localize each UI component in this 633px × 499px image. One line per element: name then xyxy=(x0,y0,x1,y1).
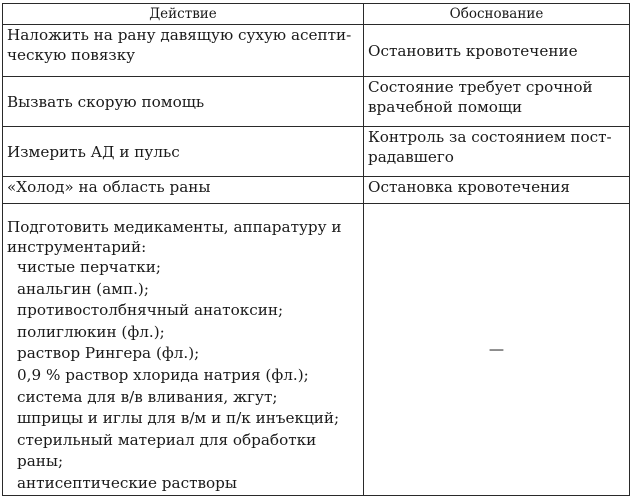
action-cell xyxy=(3,77,364,127)
reason-cell xyxy=(364,77,630,127)
action-cell xyxy=(3,127,364,177)
header-action: Действие xyxy=(3,4,364,25)
list-item: шприцы и иглы для в/м и п/к инъекций; xyxy=(17,409,340,428)
table-row xyxy=(3,204,630,496)
action-intro-text: Подготовить медикаменты, аппаратуру и инструментарий: xyxy=(7,218,342,256)
reason-text: Остановить кровотечение xyxy=(368,41,578,60)
action-cell xyxy=(3,25,364,77)
list-item: антисептические растворы xyxy=(17,473,237,492)
action-cell xyxy=(3,204,364,496)
action-text: «Холод» на область раны xyxy=(7,178,211,196)
supplies-list xyxy=(7,257,359,495)
action-text: Вызвать скорую помощь xyxy=(7,92,205,111)
list-item: полиглюкин (фл.); xyxy=(17,322,165,341)
reason-dash: — xyxy=(488,340,505,359)
reason-text: Остановка кровотечения xyxy=(368,178,570,196)
nursing-actions-table xyxy=(2,3,630,496)
reason-cell xyxy=(364,25,630,77)
header-reason: Обоснование xyxy=(364,4,630,25)
table-header-row xyxy=(3,4,630,25)
list-item: раствор Рингера (фл.); xyxy=(17,344,200,363)
list-item: противостолбнячный анатоксин; xyxy=(17,301,284,320)
table-row xyxy=(3,25,630,77)
list-item: чистые перчатки; xyxy=(17,258,162,276)
reason-text: Контроль за состоянием пост- радавшего xyxy=(368,128,612,166)
table-row xyxy=(3,127,630,177)
list-item: 0,9 % раствор хлорида натрия (фл.); xyxy=(17,365,309,384)
reason-text: Состояние требует срочной врачебной помощи xyxy=(368,78,593,116)
table-row xyxy=(3,177,630,204)
table-row xyxy=(3,77,630,127)
action-cell xyxy=(3,177,364,204)
reason-cell xyxy=(364,177,630,204)
list-item: анальгин (амп.); xyxy=(17,279,149,298)
reason-cell xyxy=(364,127,630,177)
list-item: система для в/в вливания, жгут; xyxy=(17,387,278,406)
action-text: Наложить на рану давящую сухую асепти- ческую повязку xyxy=(7,26,352,64)
list-item: стерильный материал для обработки раны; xyxy=(17,430,317,471)
action-text: Измерить АД и пульс xyxy=(7,142,180,161)
reason-cell xyxy=(364,204,630,496)
